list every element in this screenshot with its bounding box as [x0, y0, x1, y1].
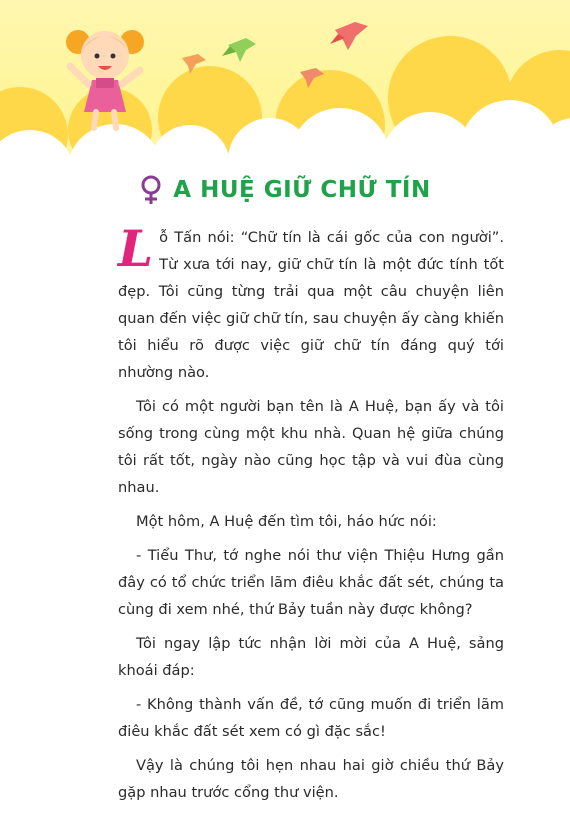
paragraph: Vậy là chúng tôi hẹn nhau hai giờ chiều thứ Bảy gặp nhau trước cổng thư viện.	[118, 757, 504, 801]
title-row	[0, 170, 570, 210]
story-body	[118, 219, 504, 813]
page-title: A HUỆ GIỮ CHỮ TÍN	[173, 177, 431, 203]
paragraph: Lỗ Tấn nói: “Chữ tín là cái gốc của con người”. Từ xưa tới nay, giữ chữ tín là một đức tính tốt đẹp. Tôi cũng từng trải qua một câu chuyện liên quan đến việc giữ chữ tín, sau chuyện ấy càng khiến tôi hiểu rõ được việc giữ chữ tín đáng quý tới nhường nào.	[118, 219, 504, 381]
dropcap: L	[118, 219, 154, 278]
paragraph: - Không thành vấn đề, tớ cũng muốn đi triển lãm điêu khắc đất sét xem có gì đặc sắc!	[118, 696, 504, 740]
bird-icon	[330, 22, 368, 50]
paragraph: - Tiểu Thư, tớ nghe nói thư viện Thiệu Hưng gần đây có tổ chức triển lãm điêu khắc đất sét, chúng ta cùng đi xem nhé, thứ Bảy tuần này được không?	[118, 547, 504, 618]
paragraph: Tôi có một người bạn tên là A Huệ, bạn ấy và tôi sống trong cùng một khu nhà. Quan hệ giữa chúng tôi rất tốt, ngày nào cũng học tập và vui đùa cùng nhau.	[118, 398, 504, 496]
paragraph: Một hôm, A Huệ đến tìm tôi, háo hức nói:	[136, 513, 437, 530]
bird-icon	[222, 38, 256, 62]
female-symbol-icon	[139, 175, 163, 205]
paragraph: Tôi ngay lập tức nhận lời mời của A Huệ, sảng khoái đáp:	[118, 635, 504, 679]
header-illustration	[0, 0, 570, 170]
